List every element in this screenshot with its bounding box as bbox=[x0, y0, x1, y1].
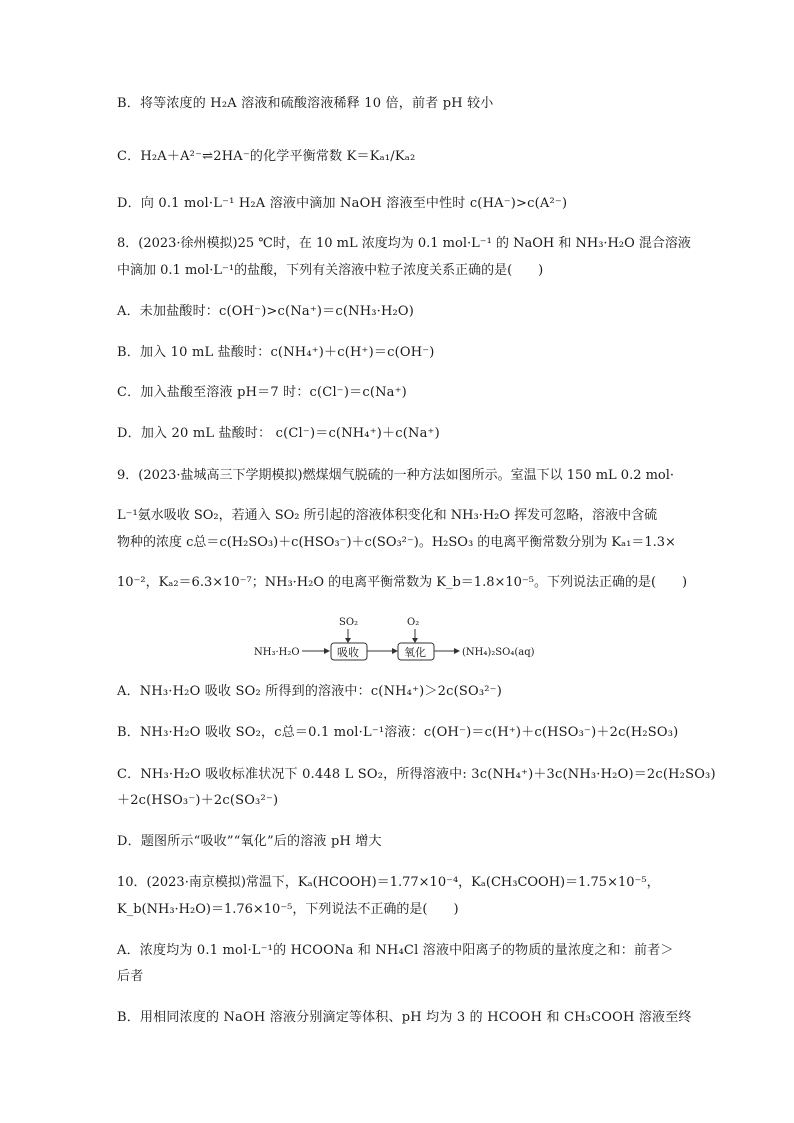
diagram-step-1-label: 吸收 bbox=[337, 646, 359, 659]
diagram-reagent-2-arrowhead bbox=[412, 638, 418, 643]
q7-option-b: B．将等浓度的 H₂A 溶液和硫酸溶液稀释 10 倍，前者 pH 较小 bbox=[117, 96, 494, 111]
diagram-input-label: NH₃·H₂O bbox=[254, 647, 300, 658]
q7-option-d: D．向 0.1 mol·L⁻¹ H₂A 溶液中滴加 NaOH 溶液至中性时 c(HA⁻)>c(A²⁻) bbox=[117, 196, 568, 211]
q8-option-d: D．加入 20 mL 盐酸时： c(Cl⁻)＝c(NH₄⁺)＋c(Na⁺) bbox=[117, 426, 440, 441]
q9-option-b: B．NH₃·H₂O 吸收 SO₂，c总＝0.1 mol·L⁻¹溶液：c(OH⁻)＝c(H⁺)＋c(HSO₃⁻)＋2c(H₂SO₃) bbox=[117, 725, 679, 740]
q10-option-a-line-2: 后者 bbox=[117, 969, 144, 984]
q9-option-c-line-1: C．NH₃·H₂O 吸收标准状况下 0.448 L SO₂，所得溶液中: 3c(NH₄⁺)＋3c(NH₃·H₂O)＝2c(H₂SO₃) bbox=[117, 767, 716, 782]
q9-stem-line-3: 物种的浓度 c总＝c(H₂SO₃)＋c(HSO₃⁻)＋c(SO₃²⁻)。H₂SO₃ 的电离平衡常数分别为 Kₐ₁＝1.3× bbox=[117, 535, 676, 550]
q8-option-b: B．加入 10 mL 盐酸时：c(NH₄⁺)＋c(H⁺)＝c(OH⁻) bbox=[117, 345, 435, 360]
q9-stem-line-2: L⁻¹氨水吸收 SO₂，若通入 SO₂ 所引起的溶液体积变化和 NH₃·H₂O 挥发可忽略，溶液中含硫 bbox=[117, 508, 658, 523]
q10-option-b-line-1: B．用相同浓度的 NaOH 溶液分别滴定等体积、pH 均为 3 的 HCOOH 和 CH₃COOH 溶液至终 bbox=[117, 1010, 692, 1025]
diagram-reagent-1-label: SO₂ bbox=[339, 617, 359, 628]
diagram-output-label: (NH₄)₂SO₄(aq) bbox=[462, 647, 535, 658]
diagram-reagent-2-label: O₂ bbox=[407, 617, 420, 628]
q10-option-a-line-1: A．浓度均为 0.1 mol·L⁻¹的 HCOONa 和 NH₄Cl 溶液中阳离子的物质的量浓度之和：前者＞ bbox=[117, 943, 674, 958]
diagram-arrowhead-2 bbox=[392, 648, 398, 654]
q7-option-c: C．H₂A＋A²⁻⇌2HA⁻的化学平衡常数 K＝Kₐ₁/Kₐ₂ bbox=[117, 149, 416, 164]
q9-stem-line-1: 9．(2023·盐城高三下学期模拟)燃煤烟气脱硫的一种方法如图所示。室温下以 150 mL 0.2 mol· bbox=[117, 468, 675, 483]
diagram-arrowhead-3 bbox=[454, 648, 460, 654]
q9-option-d: D．题图所示“吸收”“氧化”后的溶液 pH 增大 bbox=[117, 834, 382, 849]
q9-option-a: A．NH₃·H₂O 吸收 SO₂ 所得到的溶液中：c(NH₄⁺)＞2c(SO₃²⁻) bbox=[117, 684, 502, 699]
q10-stem-line-2: K_b(NH₃·H₂O)＝1.76×10⁻⁵，下列说法不正确的是( ) bbox=[117, 902, 459, 917]
q8-option-a: A．未加盐酸时：c(OH⁻)>c(Na⁺)＝c(NH₃·H₂O) bbox=[117, 304, 415, 319]
diagram-arrowhead-1 bbox=[324, 648, 330, 654]
q9-option-c-line-2: ＋2c(HSO₃⁻)＋2c(SO₃²⁻) bbox=[117, 793, 279, 808]
q10-stem-line-1: 10．(2023·南京模拟)常温下，Kₐ(HCOOH)＝1.77×10⁻⁴，Kₐ(CH₃COOH)＝1.75×10⁻⁵， bbox=[117, 875, 660, 890]
q8-stem-line-2: 中滴加 0.1 mol·L⁻¹的盐酸，下列有关溶液中粒子浓度关系正确的是( ) bbox=[117, 263, 544, 278]
q9-stem-line-4: 10⁻²，Kₐ₂＝6.3×10⁻⁷；NH₃·H₂O 的电离平衡常数为 K_b＝1.8×10⁻⁵。下列说法正确的是( ) bbox=[117, 575, 688, 590]
diagram-reagent-1-arrowhead bbox=[345, 638, 351, 643]
q8-option-c: C．加入盐酸至溶液 pH＝7 时：c(Cl⁻)＝c(Na⁺) bbox=[117, 385, 407, 400]
diagram-step-2-label: 氧化 bbox=[404, 646, 426, 659]
desulfurization-flow-diagram bbox=[252, 614, 552, 670]
q8-stem-line-1: 8．(2023·徐州模拟)25 ℃时，在 10 mL 浓度均为 0.1 mol·L⁻¹ 的 NaOH 和 NH₃·H₂O 混合溶液 bbox=[117, 236, 691, 251]
